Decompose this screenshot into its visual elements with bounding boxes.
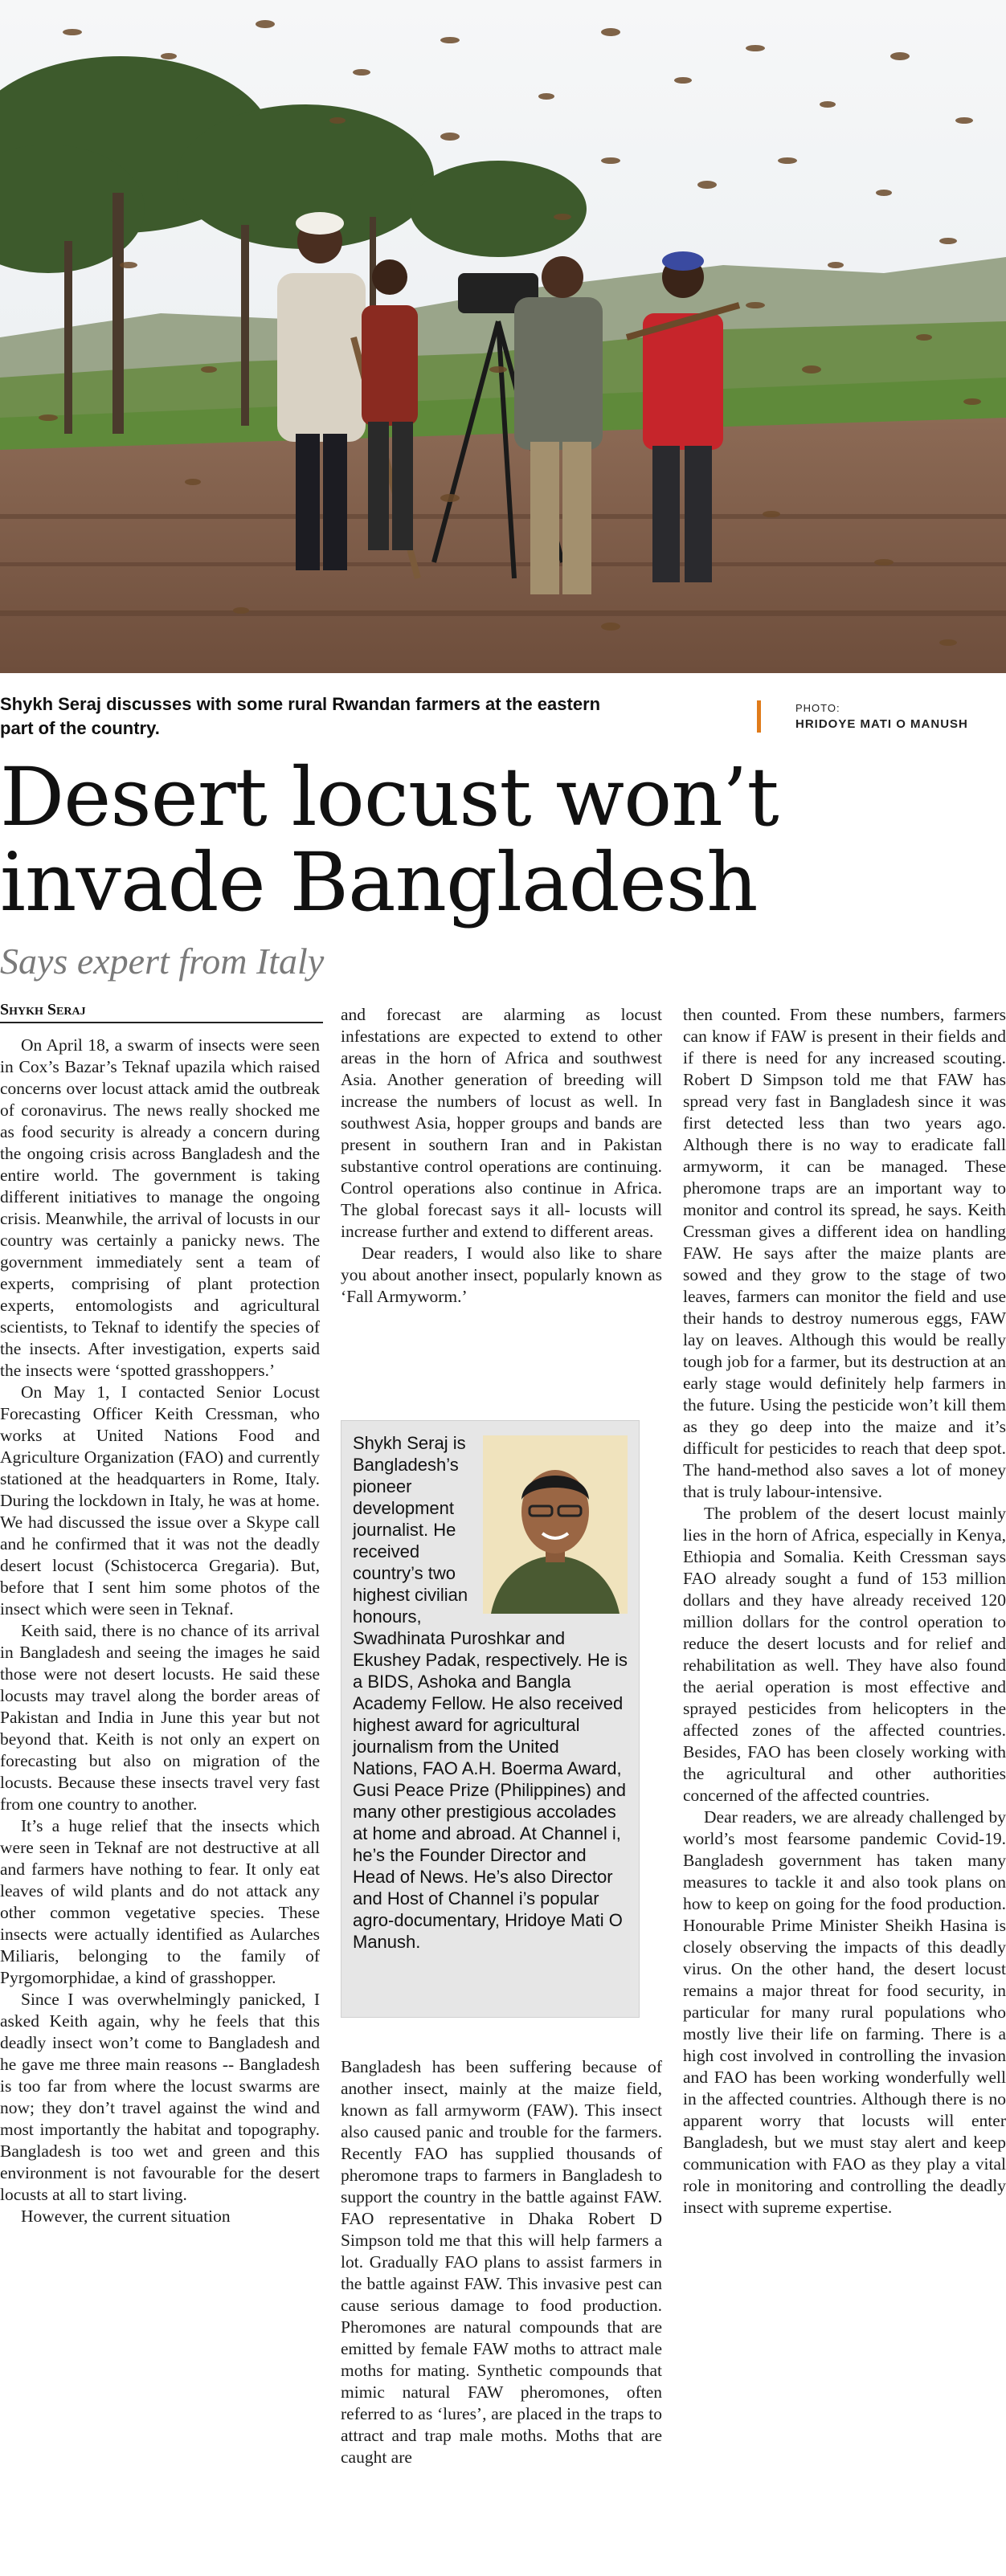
paragraph: Dear readers, we are already challenged by world’s most fearsome pandemic Covid-19. Bangladesh government has taken many measures to tackle it and also took plans on how to keep on going for the food production. Honourable Prime Minister Sheikh Hasina is closely observing the impacts of this deadly virus. On the other hand, the desert locust remains a major threat for food security, in particular for many rural populations who mostly live their life on farming. There is a high cost involved in controlling the invasion and FAO has been working wonderfully well in the affected countries. Although there is no apparent worry that locusts will enter Bangladesh, but we must stay alert and keep communication with FAO as they play a vital role in monitoring and controlling the deadly insect with supreme expertise. (683, 1807, 1006, 2217)
photo-credit (795, 700, 968, 733)
photo-caption: Shykh Seraj discusses with some rural Rwandan farmers at the eastern part of the country. (0, 694, 601, 738)
author-bio-box (341, 1420, 640, 2018)
lead-photo (0, 0, 1006, 673)
photo-credit-name: HRIDOYE MATI O MANUSH (795, 717, 968, 731)
paragraph: and forecast are alarming as locust infestations are expected to extend to other areas in the horn of Africa and southwest Asia. Another generation of breeding will increase the numbers of locust as well. In southwest Asia, hopper groups and bands are present in southern Iran and in Pakistan substantive control operations are continuing. Control operations also continue in Africa. The global forecast says it all- locusts will increase further and extend to different areas. (341, 1005, 662, 1241)
article-byline: Shykh Seraj (0, 1001, 86, 1019)
author-bio-text: Shykh Seraj is Bangladesh’s pioneer development journalist. He received country’s two highest civilian honours, Swadhinata Puroshkar and Ekushey Padak, respectively. He is a BIDS, Ashoka and Bangla Academy Fellow. He also received highest award for agricultural journalism from the United Nations, FAO A.H. Boerma Award, Gusi Peace Prize (Philippines) and many other prestigious accolades at home and abroad. At Channel i, he’s the Founder Director and Head of News. He’s also Director and Host of Channel i’s popular agro-documentary, Hridoye Mati O Manush. (353, 1433, 628, 1952)
photo-credit-label: PHOTO: (795, 702, 840, 714)
paragraph: Since I was overwhelmingly panicked, I asked Keith again, why he feels that this deadly insect won’t come to Bangladesh and he gave me three main reasons -- Bangladesh is too far from where the locust swarms are now; they don’t travel against the wind and most importantly the habitat and topography. Bangladesh is too wet and green and this environment is not favourable for the desert locusts at all to start living. (0, 1990, 320, 2204)
author-portrait (483, 1435, 628, 1614)
article-column-1 (0, 1035, 320, 2227)
paragraph: Bangladesh has been suffering because of another insect, mainly at the maize field, known as fall armyworm (FAW). This insect also caused panic and trouble for the farmers. Recently FAO has supplied thousands of pheromone traps to farmers in Bangladesh to support the country in the battle against FAW. FAO representative in Dhaka Robert D Simpson told me that this will help farmers a lot. Gradually FAO plans to assist farmers in the battle against FAW. This invasive pest can cause serious damage to food production. Pheromones are natural compounds that are emitted by female FAW moths to attract male moths for mating. Synthetic compounds that mimic natural FAW pheromones, often referred to as ‘lures’, are placed in the traps to attract and trap male moths. Moths that are caught are (341, 2057, 662, 2467)
article-column-2-bottom (341, 2056, 662, 2468)
paragraph: The problem of the desert locust mainly lies in the horn of Africa, especially in Kenya, Ethiopia and Somalia. Keith Cressman says FAO already sought a fund of 153 million dollars and they have already received 120 million dollars for the control operation to reduce the desert locusts and for relief and rehabilitation as well. They have also found the aerial operation is most effective and sprayed pesticides from helicopters in the affected zones of the affected countries. Besides, FAO has been closely working with the agricultural and other authorities concerned of the affected countries. (683, 1504, 1006, 1805)
article-subhead: Says expert from Italy (0, 941, 325, 982)
paragraph: Dear readers, I would also like to share you about another insect, popularly known as ‘Fall Armyworm.’ (341, 1243, 662, 1306)
article-column-3 (683, 1004, 1006, 2219)
paragraph: However, the current situation (21, 2207, 231, 2226)
paragraph: Keith said, there is no chance of its arrival in Bangladesh and seeing the images he said those were not desert locusts. He said these locusts may travel along the border areas of Pakistan and India in June this year but not beyond that. Keith is not only an expert on forecasting but also on migration of the locusts. Because these insects travel very fast from one country to another. (0, 1621, 320, 1814)
article-column-2-top (341, 1004, 662, 1308)
paragraph: then counted. From these numbers, farmers can know if FAW is present in their fields and if there is need for any increased scouting. Robert D Simpson told me that FAW has spread very fast in Bangladesh since it was first detected less than two years ago. Although there is no way to eradicate fall armyworm, it can be managed. These pheromone traps are an important way to monitor and control its spread, he says. Keith Cressman gives a different idea on handling FAW. He says after the maize plants are sowed and they grow to the stage of two leaves, farmers can monitor the field and use their hands to destroy numerous eggs, FAW lay on leaves. Although this would be really tough job for a farmer, but its destruction at an early stage would definitely help farmers in the future. Using the pesticide won’t kill them as they go deep into the maize and it’s difficult for pesticides to reach that deep spot. The hand-method also saves a lot of money that is truly labour-intensive. (683, 1005, 1006, 1501)
paragraph: It’s a huge relief that the insects which were seen in Teknaf are not destructive at all and farmers have nothing to fear. It only eat leaves of wild plants and do not attack any other common vegetative species. These insects were actually identified as Aularches Miliaris, belonging to the family of Pyrgomorphidae, a kind of grasshopper. (0, 1816, 320, 1987)
paragraph: On May 1, I contacted Senior Locust Forecasting Officer Keith Cressman, who works at United Nations Food and Agriculture Organization (FAO) and currently stationed at the headquarters in Rome, Italy. During the lockdown in Italy, he was at home. We had discussed the issue over a Skype call and he confirmed that it was not the deadly desert locust (Schistocerca Gregaria). But, before that I sent him some photos of the insect which were seen in Teknaf. (0, 1382, 320, 1619)
article-headline: Desert locust won’t invade Bangladesh (0, 750, 779, 929)
paragraph: On April 18, a swarm of insects were seen in Cox’s Bazar’s Teknaf upazila which raised concerns over locust attack amid the outbreak of coronavirus. The news really shocked me as food security is already a concern during the ongoing crisis across Bangladesh and the entire world. The government is taking different initiatives to manage the ongoing crisis. Meanwhile, the arrival of locusts in our country was certainly a panicky news. The government immediately sent a team of experts, comprising of plant protection experts, entomologists and agricultural scientists, to Teknaf to identify the species of the insects. After investigation, experts said the insects were ‘spotted grasshoppers.’ (0, 1035, 320, 1380)
byline-divider (0, 1022, 323, 1023)
credit-accent-bar (757, 700, 761, 733)
